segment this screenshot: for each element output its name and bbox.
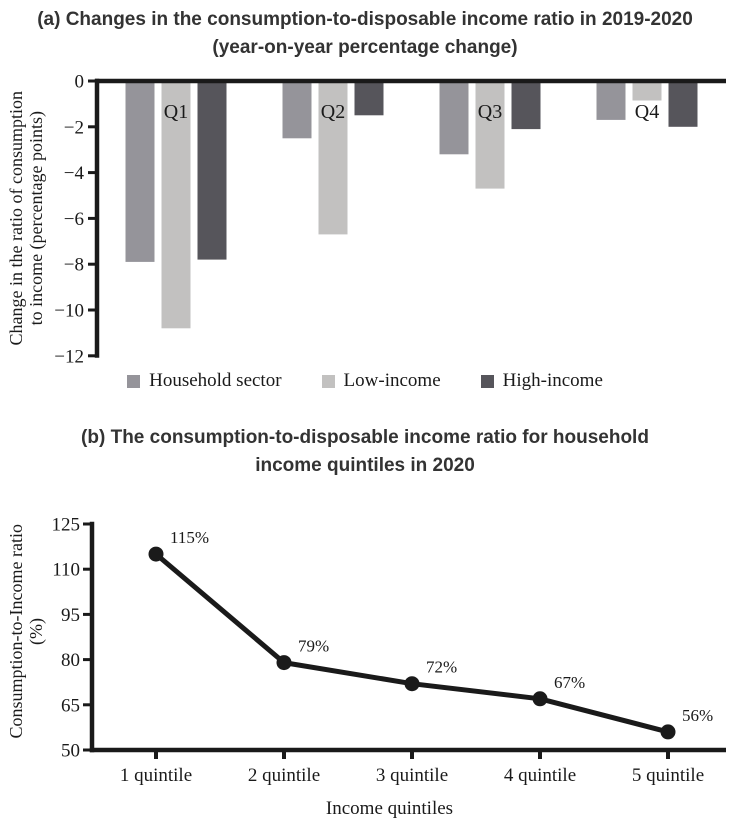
quarter-label-q1: Q1 — [163, 101, 189, 123]
chart-a-y-axis-title-line1: Change in the ratio of consumption — [5, 90, 26, 346]
y-axis-tick-label: 65 — [61, 695, 80, 717]
chart-b-x-axis-title: Income quintiles — [325, 798, 454, 819]
bar-q4-household-sector — [597, 81, 626, 120]
x-axis-tick-label-1: 1 quintile — [119, 765, 193, 786]
y-axis-tick-label: 110 — [52, 559, 80, 581]
data-point-4 — [533, 691, 548, 706]
y-axis-tick-label: −4 — [63, 163, 84, 185]
chart-a-y-axis-title — [0, 68, 52, 368]
legend-item-high-income — [481, 370, 603, 392]
x-axis-tick-label-4: 4 quintile — [503, 765, 577, 786]
chart-b-y-axis-title-line2: (%) — [25, 617, 46, 645]
chart-a-legend — [0, 368, 730, 394]
data-point-label-5: 56% — [682, 705, 714, 725]
bar-q3-low-income — [476, 81, 505, 189]
line-chart — [52, 504, 727, 792]
legend-swatch-icon — [481, 375, 494, 388]
chart-b-title: (b) The consumption-to-disposable income ratio for household — [81, 427, 649, 448]
x-axis-tick-label-5: 5 quintile — [631, 765, 705, 786]
panel-a — [0, 0, 730, 394]
panel-b — [0, 424, 730, 820]
x-axis-tick-label-3: 3 quintile — [375, 765, 449, 786]
y-axis-tick-label: 95 — [61, 604, 80, 626]
quarter-label-q3: Q3 — [477, 101, 503, 123]
chart-a-title: (a) Changes in the consumption-to-disposable income ratio in 2019-2020 — [37, 9, 693, 30]
bar-q2-household-sector — [283, 81, 312, 138]
chart-b-subtitle: income quintiles in 2020 — [255, 455, 475, 476]
bar-q3-high-income — [512, 81, 541, 129]
quarter-label-q4: Q4 — [634, 101, 660, 123]
chart-b-y-axis-title-line1: Consumption-to-Income ratio — [5, 523, 26, 739]
chart-b-body — [0, 504, 730, 792]
data-point-3 — [405, 676, 420, 691]
series-line — [156, 554, 668, 732]
bar-chart — [52, 68, 727, 368]
chart-a-subtitle: (year-on-year percentage change) — [212, 37, 518, 58]
y-axis-tick-label: 0 — [74, 71, 84, 93]
legend-swatch-icon — [322, 375, 335, 388]
bar-q4-high-income — [669, 81, 698, 127]
y-axis-tick-label: 80 — [61, 650, 80, 672]
legend-item-household-sector — [127, 370, 281, 392]
y-axis-tick-label: −2 — [63, 117, 84, 139]
legend-label: Household sector — [149, 370, 282, 391]
data-point-label-1: 115% — [170, 528, 210, 548]
data-point-2 — [277, 655, 292, 670]
legend-swatch-icon — [127, 375, 140, 388]
bar-q4-low-income — [633, 81, 662, 101]
data-point-5 — [661, 724, 676, 739]
y-axis-tick-label: −8 — [63, 254, 84, 276]
quarter-label-q2: Q2 — [320, 101, 346, 123]
legend-label: Low-income — [343, 370, 441, 391]
data-point-label-3: 72% — [426, 657, 458, 677]
y-axis-tick-label: 50 — [61, 740, 80, 762]
data-point-label-2: 79% — [298, 636, 330, 656]
bar-q2-high-income — [355, 81, 384, 115]
chart-a-y-axis-title-line2: to income (percentage points) — [25, 110, 46, 326]
legend-label: High-income — [502, 370, 603, 391]
y-axis-tick-label: 125 — [52, 514, 80, 536]
chart-a-body — [0, 68, 730, 368]
bar-q1-household-sector — [126, 81, 155, 262]
y-axis-tick-label: −6 — [63, 208, 84, 230]
bar-q1-high-income — [198, 81, 227, 260]
chart-b-y-axis-title — [0, 504, 52, 792]
y-axis-tick-label: −10 — [54, 300, 84, 322]
legend-item-low-income — [322, 370, 441, 392]
x-axis-tick-label-2: 2 quintile — [247, 765, 321, 786]
data-point-1 — [149, 547, 164, 562]
bar-q3-household-sector — [440, 81, 469, 154]
y-axis-tick-label: −12 — [54, 346, 84, 368]
data-point-label-4: 67% — [554, 672, 586, 692]
